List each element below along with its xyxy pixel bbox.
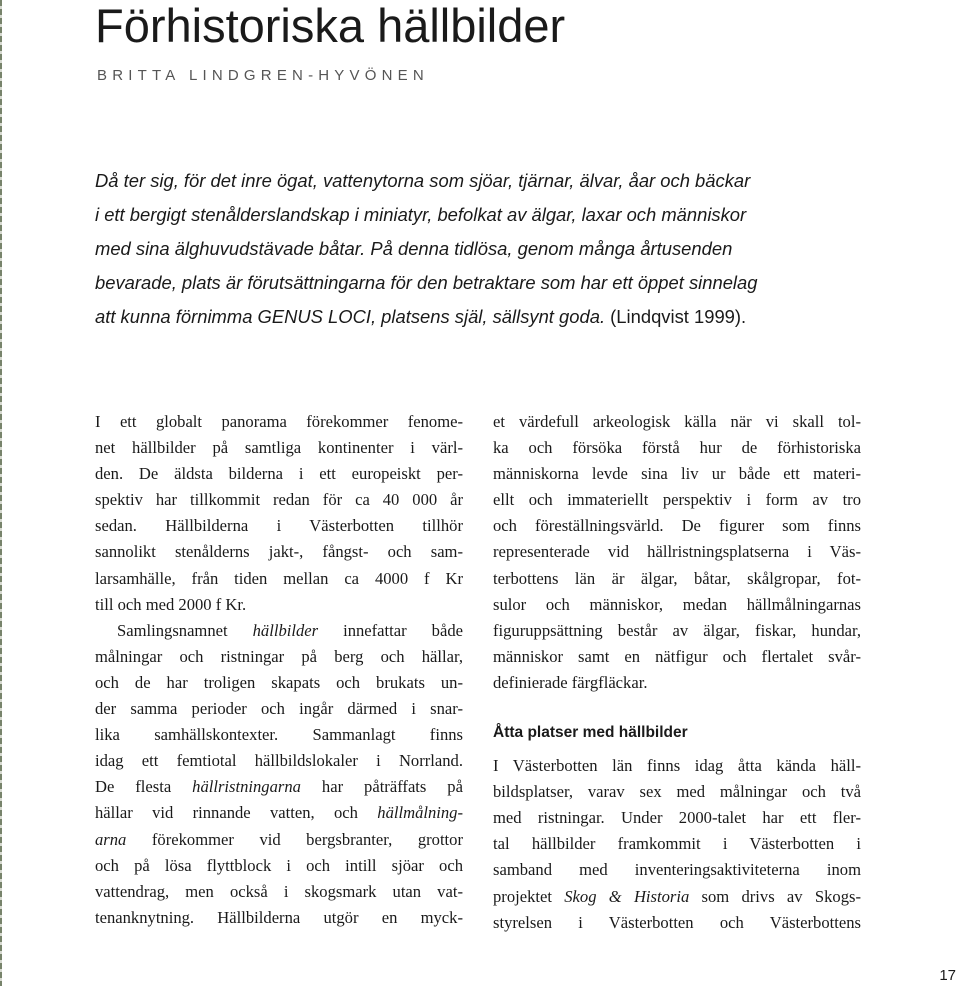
left-column — [95, 409, 463, 931]
text-run: Samlingsnamnet — [117, 620, 253, 640]
body-line: vattendrag, men också i skogsmark utan vat- — [95, 881, 463, 901]
intro-line: att kunna förnimma GENUS LOCI, platsens själ, sällsynt goda. — [95, 306, 606, 327]
body-line: styrelsen i Västerbotten och Västerbottens — [493, 912, 861, 932]
intro-quote — [95, 164, 815, 334]
body-line: sulor och människor, medan hällmålningarnas — [493, 594, 861, 614]
text-run: projektet — [493, 886, 565, 906]
section-heading: Åtta platser med hällbilder — [493, 724, 688, 742]
body-line: ellt och immateriellt perspektiv i form av tro — [493, 490, 861, 510]
intro-line-last — [95, 300, 815, 334]
text-run: De flesta — [95, 777, 193, 797]
text-run: hällar vid rinnande vatten, och — [95, 803, 378, 823]
body-line: spektiv har tillkommit redan för ca 40 000 år — [95, 490, 463, 510]
body-line: människorna levde sina liv ur både ett materi- — [493, 464, 861, 484]
body-line: et värdefull arkeologisk källa när vi skall tol- — [493, 412, 861, 431]
page-title: Förhistoriska hällbilder — [95, 0, 566, 52]
intro-line: i ett bergigt stenålderslandskap i miniatyr, befolkat av älgar, laxar och människor — [95, 204, 747, 225]
body-line — [95, 774, 463, 800]
body-line: och de har troligen skapats och brukats un- — [95, 672, 463, 692]
body-line: med ristningar. Under 2000-talet har ett fler- — [493, 808, 861, 828]
italic-term: hällmålning- — [377, 803, 463, 823]
body-line — [95, 800, 463, 826]
text-run: innefattar både — [318, 620, 463, 640]
body-line: tal hällbilder framkommit i Västerbotten i — [493, 834, 861, 854]
body-line: tenanknytning. Hällbilderna utgör en myck- — [95, 907, 463, 927]
body-line: der samma perioder och ingår därmed i snar- — [95, 699, 463, 719]
body-line: representerade vid hällristningsplatserna i Väs- — [493, 542, 861, 562]
body-line: ka och försöka förstå hur de förhistoriska — [493, 438, 861, 458]
italic-term: Skog & Historia — [564, 886, 690, 906]
intro-line: med sina älghuvudstävade båtar. På denna tidlösa, genom många årtusenden — [95, 238, 733, 259]
body-line: sannolikt stenålderns jakt-, fångst- och sam- — [95, 542, 463, 562]
body-line: I Västerbotten län finns idag åtta kända häll- — [493, 756, 861, 776]
page-edge-line — [0, 0, 2, 986]
body-line: I ett globalt panorama förekommer fenome- — [95, 412, 463, 431]
text-run: som drivs av Skogs- — [689, 886, 861, 906]
text-run: har påträffats på — [300, 777, 463, 797]
italic-term: hällristningarna — [192, 777, 301, 797]
body-line: net hällbilder på samtliga kontinenter i värl- — [95, 438, 463, 458]
body-line: och föreställningsvärld. De figurer som finns — [493, 516, 861, 536]
intro-line: bevarade, plats är förutsättningarna för den betraktare som har ett öppet sinnelag — [95, 272, 758, 293]
body-line: terbottens län är älgar, båtar, skålgropar, fot- — [493, 568, 861, 588]
body-line: och på lösa flyttblock i och intill sjöar och — [95, 855, 463, 875]
italic-term: arna — [95, 829, 127, 849]
text-run: förekommer vid bergsbranter, grottor — [126, 829, 463, 849]
body-line: målningar och ristningar på berg och hällar, — [95, 646, 463, 666]
page-number: 17 — [939, 967, 956, 984]
body-line: larsamhälle, från tiden mellan ca 4000 f Kr — [95, 568, 463, 588]
body-line: figuruppsättning består av älgar, fiskar, hundar, — [493, 620, 861, 640]
body-line: lika samhällskontexter. Sammanlagt finns — [95, 725, 463, 745]
body-line: bildsplatser, varav sex med målningar och två — [493, 782, 861, 802]
author-name: BRITTA LINDGREN-HYVÖNEN — [97, 67, 429, 84]
body-line: definierade färgfläckar. — [493, 672, 648, 692]
italic-term: hällbilder — [252, 620, 319, 640]
body-line: samband med inventeringsaktiviteterna inom — [493, 860, 861, 880]
body-line — [493, 884, 861, 910]
intro-citation: (Lindqvist 1999). — [605, 306, 747, 327]
body-line: idag ett femtiotal hällbildslokaler i Norrland. — [95, 751, 463, 771]
body-line — [95, 618, 463, 644]
body-line: sedan. Hällbilderna i Västerbotten tillhör — [95, 516, 463, 536]
body-line — [95, 827, 463, 853]
body-line: den. De äldsta bilderna i ett europeiskt per- — [95, 464, 463, 484]
right-column — [493, 409, 861, 936]
body-line: till och med 2000 f Kr. — [95, 594, 247, 614]
body-line: människor samt en nätfigur och flertalet svår- — [493, 646, 861, 666]
intro-line: Då ter sig, för det inre ögat, vattenytorna som sjöar, tjärnar, älvar, åar och bäckar — [95, 170, 751, 191]
